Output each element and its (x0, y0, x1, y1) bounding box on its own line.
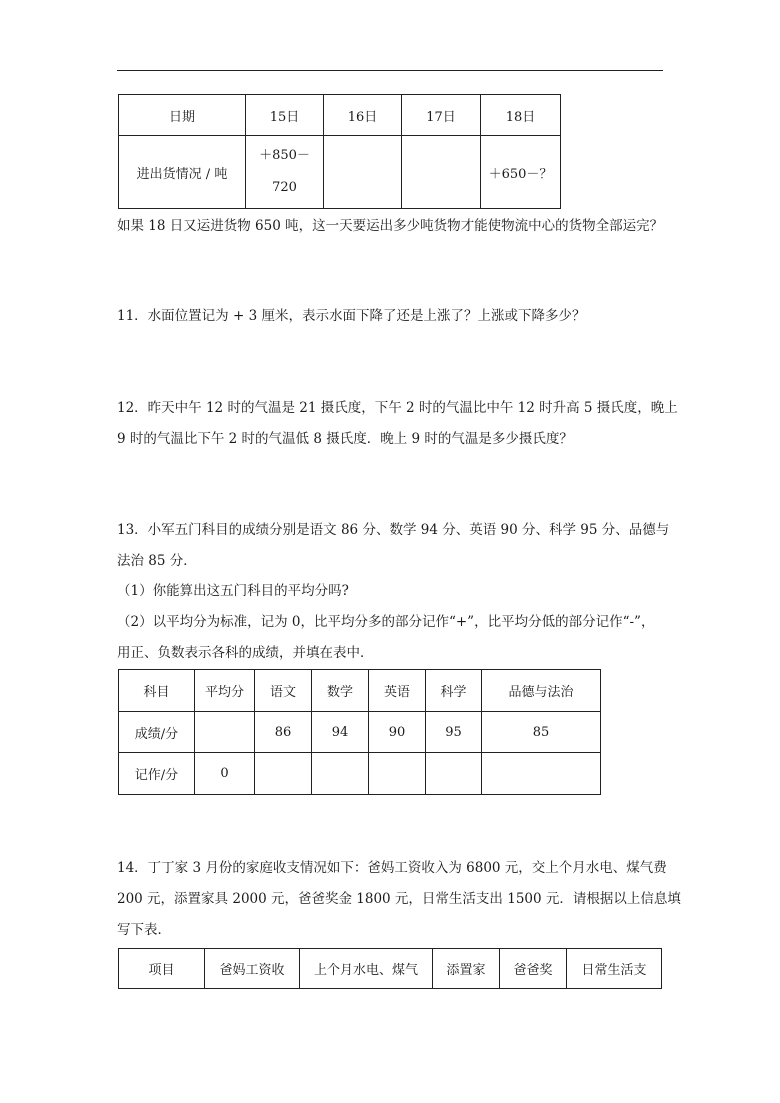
header-rule (117, 70, 663, 71)
table-cell: 18日 (481, 95, 561, 136)
question-13-sub2: （2）以平均分为标准，记为 0，比平均分多的部分记作“+”，比平均分低的部分记作“-”， (117, 614, 655, 630)
table-cell: 语文 (255, 670, 312, 712)
cargo-table (118, 94, 561, 209)
table-cell: 爸妈工资收 (205, 949, 300, 989)
table-cell (426, 753, 482, 795)
table-cell: 17日 (402, 95, 481, 136)
table-cell (255, 753, 312, 795)
question-13-line1: 13．小军五门科目的成绩分别是语文 86 分、数学 94 分、英语 90 分、科学 95 分、品德与 (117, 522, 670, 538)
cell-line: 720 (272, 180, 297, 195)
question-12-line2: 9 时的气温比下午 2 时的气温低 8 摄氏度．晚上 9 时的气温是多少摄氏度？ (117, 431, 573, 447)
table-row (119, 95, 561, 136)
table-cell: 上个月水电、煤气 (300, 949, 433, 989)
question-13-sub1: （1）你能算出这五门科目的平均分吗? (117, 583, 349, 599)
table-cell: 94 (312, 712, 369, 753)
question-14-line2: 200 元，添置家具 2000 元，爸爸奖金 1800 元，日常生活支出 1500 元．请根据以上信息填 (117, 891, 681, 907)
table-cell: 90 (369, 712, 426, 753)
table-cell (246, 136, 324, 209)
table-cell: 0 (195, 753, 255, 795)
table-cell: 英语 (369, 670, 426, 712)
table-cell: 项目 (119, 949, 205, 989)
table-cell: 85 (482, 712, 601, 753)
table-cell: 记作/分 (119, 753, 195, 795)
cell-line: ＋850－ (259, 148, 310, 163)
table-cell: 86 (255, 712, 312, 753)
table-cell (482, 753, 601, 795)
table-cell: 平均分 (195, 670, 255, 712)
table-cell (312, 753, 369, 795)
question-13-line2: 法治 85 分． (117, 553, 197, 569)
table-cell: 科学 (426, 670, 482, 712)
table-cell (369, 753, 426, 795)
table-cell: 添置家 (433, 949, 500, 989)
table-row (119, 949, 662, 989)
table-cell (324, 136, 402, 209)
table-cell: ＋650－？ (481, 136, 561, 209)
table-cell: 品德与法治 (482, 670, 601, 712)
table-cell (195, 712, 255, 753)
table-row (119, 136, 561, 209)
table-cell: 15日 (246, 95, 324, 136)
table-row (119, 670, 601, 712)
budget-table (118, 948, 662, 989)
question-14-line1: 14．丁丁家 3 月份的家庭收支情况如下：爸妈工资收入为 6800 元，交上个月水电、煤气费 (117, 860, 667, 876)
table-cell: 数学 (312, 670, 369, 712)
question-14-line3: 写下表． (117, 922, 171, 938)
table-cell (402, 136, 481, 209)
table-cell: 16日 (324, 95, 402, 136)
table-cell: 95 (426, 712, 482, 753)
table-cell: 爸爸奖 (500, 949, 567, 989)
table-row (119, 753, 601, 795)
question-11: 11．水面位置记为 + 3 厘米，表示水面下降了还是上涨了？上涨或下降多少？ (117, 308, 586, 324)
table-cell: 科目 (119, 670, 195, 712)
table-cell: 日常生活支 (567, 949, 662, 989)
score-table (118, 669, 601, 795)
table-cell: 成绩/分 (119, 712, 195, 753)
table-row (119, 712, 601, 753)
question-10-tail: 如果 18 日又运进货物 650 吨，这一天要运出多少吨货物才能使物流中心的货物全部运完？ (117, 218, 664, 234)
question-12-line1: 12．昨天中午 12 时的气温是 21 摄氏度，下午 2 时的气温比中午 12 时升高 5 摄氏度，晚上 (117, 400, 678, 416)
table-cell: 日期 (119, 95, 246, 136)
table-cell: 进出货情况 / 吨 (119, 136, 246, 209)
question-13-sub2b: 用正、负数表示各科的成绩，并填在表中． (117, 645, 374, 661)
